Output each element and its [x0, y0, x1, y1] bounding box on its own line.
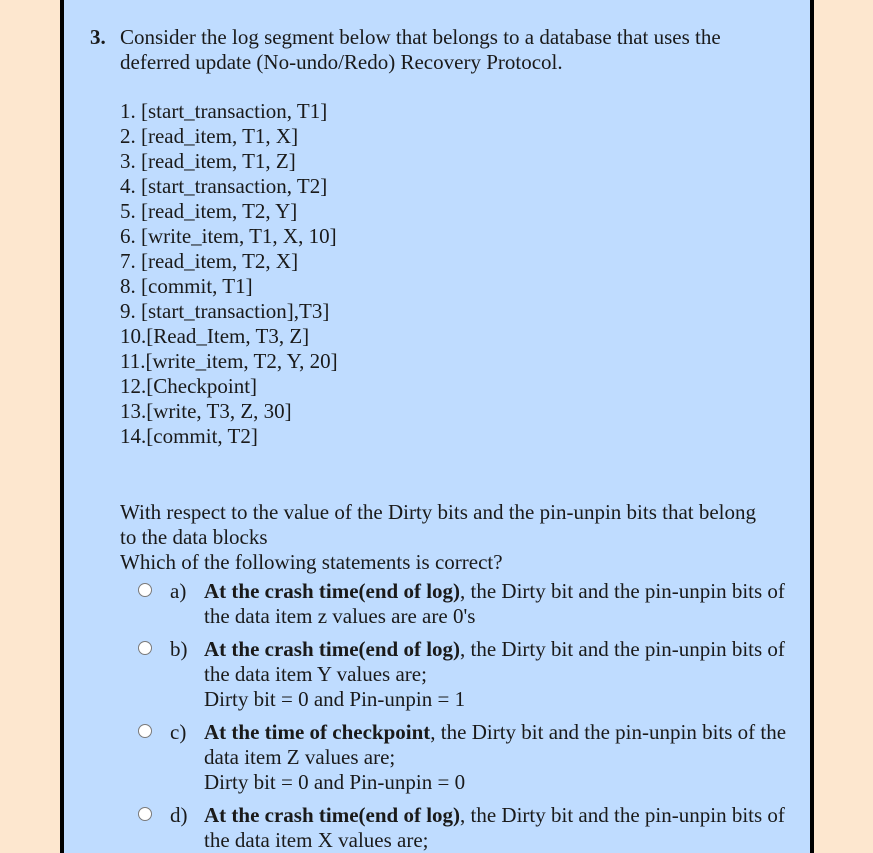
radio-button[interactable] — [138, 641, 152, 655]
prompt-line-1: With respect to the value of the Dirty bits and the pin-unpin bits that belong to the data blocks — [120, 500, 757, 549]
option-letter: c) — [170, 720, 187, 744]
option-bold-text: At the time of checkpoint — [204, 720, 431, 744]
log-entry: 3. [read_item, T1, Z] — [120, 149, 296, 173]
question-prompt — [120, 500, 760, 575]
option-text — [204, 803, 804, 853]
option-extra-text: Dirty bit = 0 and Pin-unpin = 0 — [204, 770, 466, 794]
option-extra-text: Dirty bit = 0 and Pin-unpin = 1 — [204, 687, 466, 711]
log-entry: 5. [read_item, T2, Y] — [120, 199, 298, 223]
radio-button[interactable] — [138, 583, 152, 597]
log-entry: 4. [start_transaction, T2] — [120, 174, 328, 198]
log-entry: 7. [read_item, T2, X] — [120, 249, 299, 273]
radio-button[interactable] — [138, 724, 152, 738]
prompt-line-2: Which of the following statements is correct? — [120, 550, 503, 574]
question-number: 3. — [90, 25, 106, 49]
option-text — [204, 637, 804, 712]
option-rest-text: , the Dirty bit and the pin-unpin bits of the data item Y values are; — [204, 637, 785, 686]
question-text: Consider the log segment below that belongs to a database that uses the deferred update (No-undo/Redo) Recovery Protocol. — [120, 25, 721, 74]
option-letter: a) — [170, 579, 187, 603]
log-entry: 2. [read_item, T1, X] — [120, 124, 299, 148]
option-rest-text: , the Dirty bit and the pin-unpin bits of the data item z values are are 0's — [204, 579, 785, 628]
option-text — [204, 720, 804, 795]
option-letter: d) — [170, 803, 188, 827]
option-rest-text: , the Dirty bit and the pin-unpin bits of the data item X values are; — [204, 803, 785, 852]
log-entry: 12.[Checkpoint] — [120, 374, 258, 398]
log-entry: 11.[write_item, T2, Y, 20] — [120, 349, 338, 373]
option-bold-text: At the crash time(end of log) — [204, 637, 461, 661]
log-entry: 1. [start_transaction, T1] — [120, 99, 328, 123]
option-rest-text: , the Dirty bit and the pin-unpin bits of the data item Z values are; — [204, 720, 787, 769]
log-segment — [120, 99, 338, 449]
question-panel — [60, 0, 814, 853]
option-bold-text: At the crash time(end of log) — [204, 803, 461, 827]
log-entry: 9. [start_transaction],T3] — [120, 299, 330, 323]
log-entry: 14.[commit, T2] — [120, 424, 258, 448]
option-text — [204, 579, 804, 629]
option-bold-text: At the crash time(end of log) — [204, 579, 461, 603]
log-entry: 10.[Read_Item, T3, Z] — [120, 324, 310, 348]
radio-button[interactable] — [138, 807, 152, 821]
log-entry: 13.[write, T3, Z, 30] — [120, 399, 292, 423]
option-letter: b) — [170, 637, 188, 661]
log-entry: 8. [commit, T1] — [120, 274, 253, 298]
log-entry: 6. [write_item, T1, X, 10] — [120, 224, 337, 248]
